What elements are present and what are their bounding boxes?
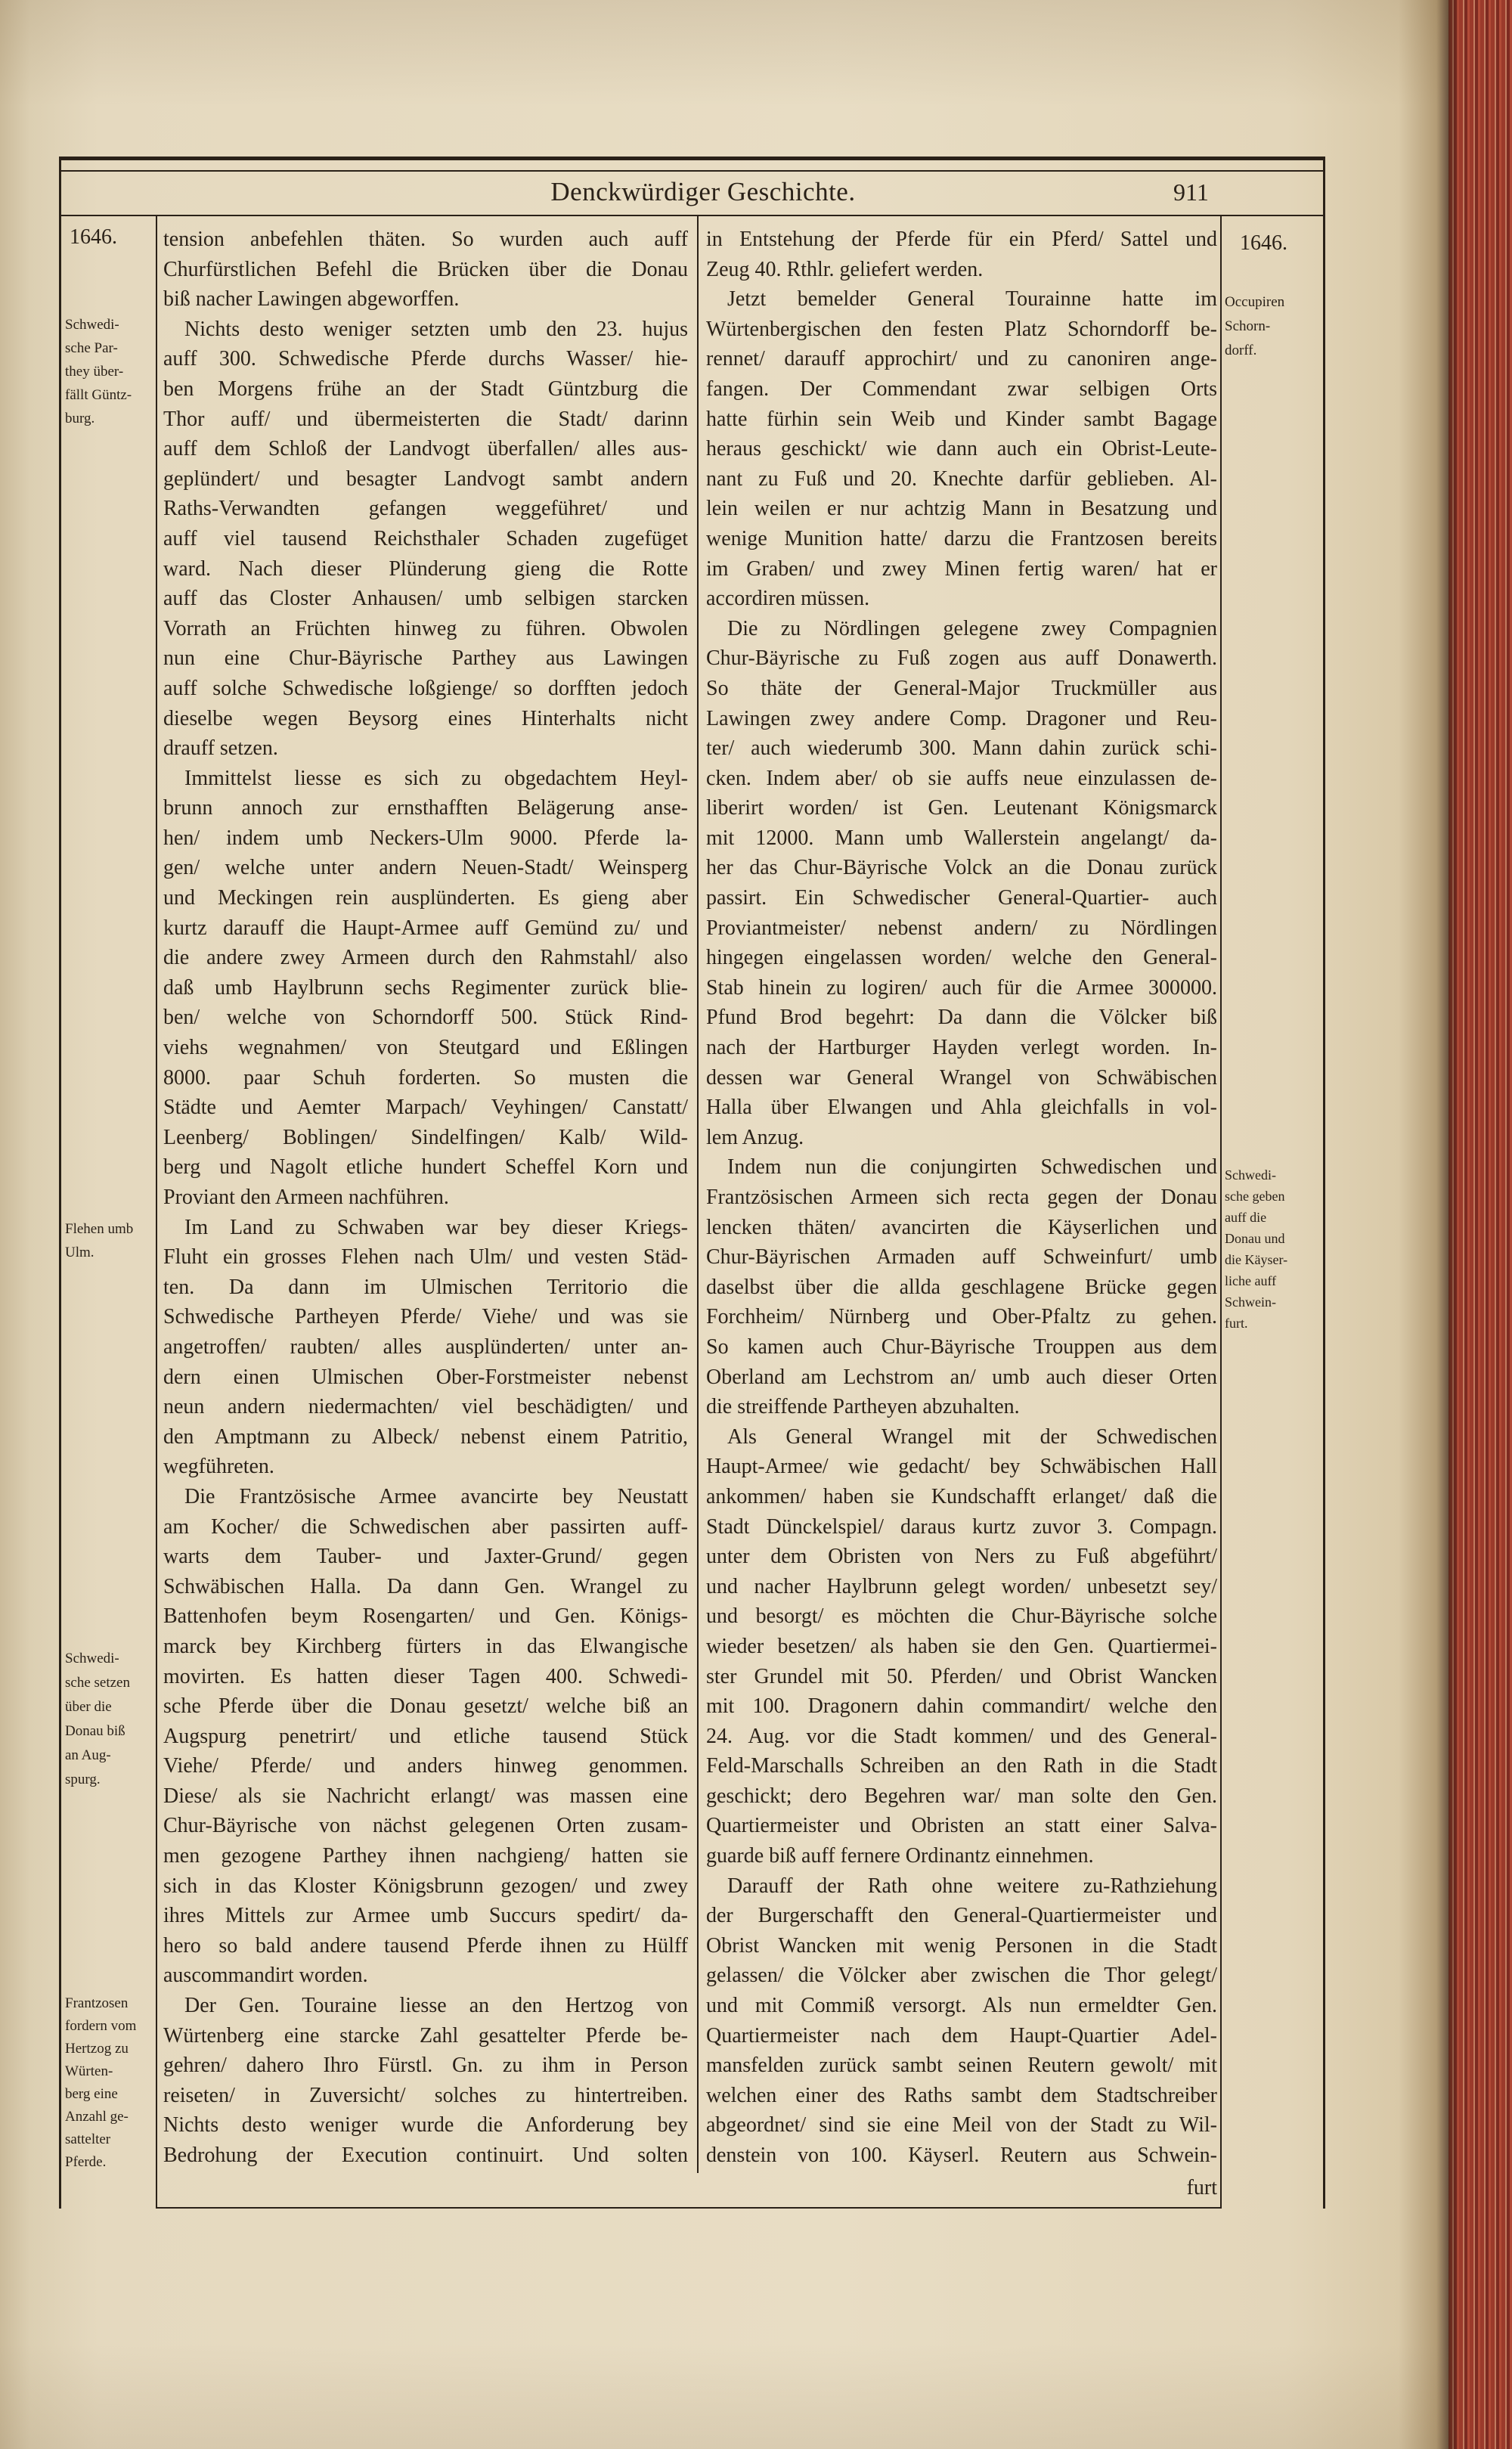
paragraph xyxy=(163,225,688,315)
text-line: auscommandirt worden. xyxy=(163,1964,368,1988)
text-line: ster Grundel mit 50. Pferden/ und Obrist Wancken xyxy=(706,1664,1217,1688)
text-line: geschickt; dero Begehren war/ man solte den Gen. xyxy=(706,1784,1217,1808)
text-line: gen/ welche unter andern Neuen-Stadt/ Weinsperg xyxy=(163,856,688,880)
top-rule-thick xyxy=(59,157,1325,160)
text-line: Raths-Verwandten gefangen weggeführet/ und xyxy=(163,497,688,521)
text-line: den Amptmann zu Albeck/ nebenst einem Patritio, xyxy=(163,1424,688,1449)
text-line: Stadt Dünckelspiel/ daraus kurtz zuvor 3. Compagn. xyxy=(706,1514,1217,1539)
text-line: Nichts desto weniger setzten umb den 23. hujus xyxy=(184,317,688,341)
text-line: Städte und Aemter Marpach/ Veyhingen/ Canstatt/ xyxy=(163,1096,688,1120)
text-line: unter dem Obristen von Ners zu Fuß abgeführt/ xyxy=(706,1545,1217,1569)
paragraph xyxy=(163,315,688,764)
margin-note-line: berg eine xyxy=(65,2086,118,2102)
text-line: am Kocher/ die Schwedischen aber passirten auff- xyxy=(163,1514,688,1539)
margin-note-line: Schwedi- xyxy=(1225,1167,1276,1183)
text-line: 24. Aug. vor die Stadt kommen/ und des General- xyxy=(706,1724,1217,1748)
text-line: Feld-Marschalls Schreiben an den Rath in die Stadt xyxy=(706,1754,1217,1778)
text-line: Frantzösischen Armeen sich recta gegen der Donau xyxy=(706,1186,1217,1209)
text-line: Haupt-Armee/ wie gedacht/ bey Schwäbischen Hall xyxy=(706,1455,1217,1479)
text-line: Würtenberg eine starcke Zahl gesattelter Pferde be- xyxy=(163,2023,688,2048)
margin-note-line: furt. xyxy=(1225,1316,1248,1331)
text-line: Oberland am Lechstrom an/ umb auch dieser Orten xyxy=(706,1365,1217,1389)
text-line: Nichts desto weniger wurde die Anforderung bey xyxy=(163,2113,688,2137)
text-line: hen/ indem umb Neckers-Ulm 9000. Pferde la- xyxy=(163,826,688,850)
text-line: So kamen auch Chur-Bäyrische Trouppen aus dem xyxy=(706,1335,1217,1359)
margin-note-line: Würten- xyxy=(65,2063,113,2079)
outer-right-rule xyxy=(1323,157,1325,2209)
text-line: viehs wegnahmen/ von Steutgard und Eßlingen xyxy=(163,1036,688,1060)
text-line: mansfelden zurück sambt seinen Reutern gewolt/ mit xyxy=(706,2054,1217,2078)
inner-right-rule xyxy=(1220,215,1222,2209)
text-line: Chur-Bäyrischen Armaden auff Schweinfurt/ umb xyxy=(706,1245,1217,1269)
margin-note-line: Schwedi- xyxy=(65,1651,119,1666)
text-line: die streiffende Partheyen abzuhalten. xyxy=(706,1395,1020,1419)
running-head: Denckwürdiger Geschichte. xyxy=(550,177,856,206)
margin-note-line: Donau biß xyxy=(65,1723,125,1739)
text-line: tension anbefehlen thäten. So wurden auch auff xyxy=(163,228,688,251)
text-line: hingegen eingelassen worden/ welche den General- xyxy=(706,946,1217,970)
text-line: marck bey Kirchberg fürters in das Elwangische xyxy=(163,1634,688,1658)
text-line: und Meckingen rein ausplünderten. Es gieng aber xyxy=(163,886,688,910)
margin-note-pferde xyxy=(65,1992,154,2174)
margin-note-guentzburg xyxy=(65,313,154,430)
text-line: Jetzt bemelder General Tourainne hatte im xyxy=(727,287,1217,312)
book-edge xyxy=(1448,0,1512,2449)
text-line: auff das Closter Anhausen/ umb selbigen starcken xyxy=(163,587,688,611)
text-line: auff dem Schloß der Landvogt überfallen/ alles aus- xyxy=(163,437,688,461)
text-line: biß nacher Lawingen abgeworffen. xyxy=(163,287,460,312)
text-line: guarde biß auff fernere Ordinantz einnehmen. xyxy=(706,1844,1094,1868)
text-line: Battenhofen beym Rosengarten/ und Gen. Königs- xyxy=(163,1604,688,1629)
text-line: brunn annoch zur ernsthafften Belägerung anse- xyxy=(163,796,688,820)
text-line: nun eine Chur-Bäyrische Parthey aus Lawingen xyxy=(163,646,688,671)
text-line: lein weilen er nur achtzig Mann in Besatzung und xyxy=(706,497,1217,521)
text-line: dieselbe wegen Beysorg eines Hinterhalts nicht xyxy=(163,706,688,730)
margin-note-line: Anzahl ge- xyxy=(65,2109,129,2125)
margin-note-line: über die xyxy=(65,1699,112,1715)
text-line: Halla über Elwangen und Ahla gleichfalls in vol- xyxy=(706,1096,1217,1120)
text-line: Als General Wrangel mit der Schwedischen xyxy=(727,1424,1217,1449)
paragraph xyxy=(706,225,1217,284)
text-line: Zeug 40. Rthlr. geliefert werden. xyxy=(706,257,984,281)
text-line: liberirt worden/ ist Gen. Leutenant Königsmarck xyxy=(706,796,1217,820)
text-line: Quartiermeister nach dem Haupt-Quartier Adel- xyxy=(706,2023,1217,2048)
margin-note-line: Schorn- xyxy=(1225,318,1271,334)
text-line: neun andern niedermachten/ viel beschädigten/ und xyxy=(163,1395,688,1419)
text-line: Schwedische Partheyen Pferde/ Viehe/ und was sie xyxy=(163,1305,688,1329)
text-line: warts dem Tauber- und Jaxter-Grund/ gegen xyxy=(163,1545,688,1569)
text-line: nach der Hartburger Hayden verlegt worden. In- xyxy=(706,1036,1217,1060)
text-line: und besorgt/ es möchten die Chur-Bäyrische solche xyxy=(706,1604,1217,1629)
text-line: lencken thäten/ avancirten die Käyserlichen und xyxy=(706,1215,1217,1239)
text-line: ter/ auch wiederumb 300. Mann dahin zurück schi- xyxy=(706,736,1217,761)
text-line: passirt. Ein Schwedischer General-Quartier- auch xyxy=(706,886,1217,910)
text-line: Vorrath an Früchten hinweg zu führen. Obwolen xyxy=(163,616,688,640)
text-line: fangen. Der Commendant zwar selbigen Orts xyxy=(706,377,1217,401)
text-line: Diese/ als sie Nachricht erlangt/ was massen eine xyxy=(163,1784,688,1808)
text-line: im Graben/ und zwey Minen fertig waren/ hat er xyxy=(706,556,1217,581)
margin-note-line: they über- xyxy=(65,364,124,380)
text-line: Pfund Brod begehrt: Da dann die Völcker biß xyxy=(706,1006,1217,1030)
text-line: Bedrohung der Execution continuirt. Und solten xyxy=(163,2144,688,2167)
margin-note-line: liche auff xyxy=(1225,1273,1277,1288)
top-rule-thin xyxy=(59,170,1325,172)
header-underline xyxy=(59,215,1325,216)
text-line: dessen war General Wrangel von Schwäbischen xyxy=(706,1065,1217,1090)
text-line: wegführeten. xyxy=(163,1455,274,1479)
text-line: hero so bald andere tausend Pferde ihnen zu Hülff xyxy=(163,1933,688,1958)
text-line: Obrist Wancken mit wenig Personen in die Stadt xyxy=(706,1933,1217,1958)
text-line: ihres Mittels zur Armee umb Succurs spedirt/ da- xyxy=(163,1904,688,1928)
text-line: her das Chur-Bäyrische Volck an die Donau zurück xyxy=(706,856,1217,880)
text-line: wenige Munition hatte/ darzu die Frantzosen bereits xyxy=(706,526,1217,550)
text-line: Churfürstlichen Befehl die Brücken über die Donau xyxy=(163,257,688,281)
text-line: ten. Da dann im Ulmischen Territorio die xyxy=(163,1275,688,1299)
text-line: kurtz darauff die Haupt-Armee auff Gemünd zu/ und xyxy=(163,916,688,940)
outer-left-rule xyxy=(59,157,61,2209)
margin-note-line: Ulm. xyxy=(65,1245,94,1260)
margin-note-schweinfurt xyxy=(1225,1164,1321,1334)
text-line: gehren/ dahero Ihro Fürstl. Gn. zu ihm in Person xyxy=(163,2054,688,2078)
text-line: mit 12000. Mann umb Wallerstein angelangt/ da- xyxy=(706,826,1217,850)
paragraph xyxy=(706,1422,1217,1871)
text-line: lem Anzug. xyxy=(706,1125,804,1149)
text-line: daß umb Haylbrunn sechs Regimenter zurück blie- xyxy=(163,975,688,1000)
right-margin-year: 1646. xyxy=(1240,231,1287,255)
text-line: Fluht ein grosses Flehen nach Ulm/ und vesten Städ- xyxy=(163,1245,688,1269)
margin-note-line: auff die xyxy=(1225,1210,1267,1225)
paragraph xyxy=(706,1871,1217,2171)
text-line: Viehe/ Pferde/ und anders hinweg genommen. xyxy=(163,1754,688,1778)
text-line: Die Frantzösische Armee avancirte bey Neustatt xyxy=(184,1484,688,1508)
paragraph xyxy=(706,1152,1217,1421)
margin-note-line: an Aug- xyxy=(65,1747,111,1763)
text-line: wieder besetzen/ als haben sie den Gen. Quartiermei- xyxy=(706,1634,1217,1658)
margin-note-line: die Käyser- xyxy=(1225,1252,1288,1267)
text-line: Stab hinein zu logiren/ auch für die Armee 300000. xyxy=(706,975,1217,1000)
paragraph xyxy=(163,764,688,1213)
text-line: So thäte der General-Major Truckmüller aus xyxy=(706,676,1217,700)
text-line: Indem nun die conjungirten Schwedischen und xyxy=(727,1155,1217,1180)
text-line: denstein von 100. Käyserl. Reutern aus Schwein- xyxy=(706,2144,1217,2167)
margin-note-ulm xyxy=(65,1217,154,1264)
margin-note-schorndorff xyxy=(1225,290,1321,363)
paragraph xyxy=(706,284,1217,614)
text-line: Lawingen zwey andere Comp. Dragoner und Reu- xyxy=(706,706,1217,730)
text-line: sich in das Kloster Königsbrunn gezogen/ und zwey xyxy=(163,1874,688,1898)
margin-note-donau xyxy=(65,1647,154,1792)
text-line: Proviant den Armeen nachführen. xyxy=(163,1186,449,1209)
margin-note-line: sche setzen xyxy=(65,1675,130,1691)
text-line: Der Gen. Touraine liesse an den Hertzog von xyxy=(184,1994,688,2018)
text-line: Die zu Nördlingen gelegene zwey Compagnien xyxy=(727,616,1217,640)
text-line: Im Land zu Schwaben war bey dieser Kriegs- xyxy=(184,1215,688,1239)
margin-note-line: Hertzog zu xyxy=(65,2041,129,2057)
margin-note-line: dorff. xyxy=(1225,343,1257,358)
text-line: welchen einer des Raths sambt dem Stadtschreiber xyxy=(706,2083,1217,2107)
text-line: Quartiermeister und Obristen an statt einer Salva- xyxy=(706,1814,1217,1838)
margin-note-line: sattelter xyxy=(65,2131,111,2147)
catchword: furt xyxy=(1186,2176,1217,2199)
text-line: auff solche Schwedische loßgienge/ so dorfften jedoch xyxy=(163,676,688,700)
margin-note-line: Schwein- xyxy=(1225,1294,1276,1310)
text-line: Chur-Bäyrische von nächst gelegenen Orten zusam- xyxy=(163,1814,688,1838)
text-line: drauff setzen. xyxy=(163,736,278,761)
margin-note-line: fällt Güntz- xyxy=(65,387,132,403)
right-text-column xyxy=(706,225,1217,2171)
text-line: accordiren müssen. xyxy=(706,587,870,611)
margin-note-line: Occupiren xyxy=(1225,294,1285,310)
text-line: Schwäbischen Halla. Da dann Gen. Wrangel zu xyxy=(163,1574,688,1598)
text-line: ben/ welche von Schorndorff 500. Stück Rind- xyxy=(163,1006,688,1030)
margin-note-line: spurg. xyxy=(65,1772,101,1787)
text-line: Proviantmeister/ nebenst andern/ zu Nördlingen xyxy=(706,916,1217,940)
text-line: hatte fürhin sein Weib und Kinder sambt Bagage xyxy=(706,407,1217,431)
text-line: ben Morgens frühe an der Stadt Güntzburg die xyxy=(163,377,688,401)
page-number: 911 xyxy=(1173,178,1209,206)
text-line: der Burgerschafft den General-Quartiermeister und xyxy=(706,1904,1217,1928)
text-line: cken. Indem aber/ ob sie auffs neue einzulassen de- xyxy=(706,766,1217,790)
text-line: heraus geschickt/ wie dann auch ein Obrist-Leute- xyxy=(706,437,1217,461)
margin-note-line: Schwedi- xyxy=(65,317,119,333)
inner-left-rule xyxy=(156,215,157,2209)
text-line: men gezogene Parthey ihnen nachgieng/ hatten sie xyxy=(163,1844,688,1868)
margin-note-line: sche Par- xyxy=(65,340,118,356)
text-line: rennet/ darauff approchirt/ und zu canoniren ange- xyxy=(706,347,1217,371)
text-line: Darauff der Rath ohne weitere zu-Rathziehung xyxy=(727,1874,1217,1898)
text-line: ankommen/ haben sie Kundschafft erlanget/ daß die xyxy=(706,1484,1217,1508)
text-line: dern einen Ulmischen Ober-Forstmeister nebenst xyxy=(163,1365,688,1389)
text-line: angetroffen/ raubten/ alles ausplünderten/ unter an- xyxy=(163,1335,688,1359)
text-line: ward. Nach dieser Plünderung gieng die Rotte xyxy=(163,556,688,581)
text-line: in Entstehung der Pferde für ein Pferd/ Sattel und xyxy=(706,228,1217,251)
paragraph xyxy=(163,1213,688,1482)
text-line: Augspurg penetrirt/ und etliche tausend Stück xyxy=(163,1724,688,1748)
margin-note-line: Donau und xyxy=(1225,1231,1285,1246)
text-line: geplündert/ und besagter Landvogt sambt andern xyxy=(163,467,688,491)
text-line: nant zu Fuß und 20. Knechte darfür geblieben. Al- xyxy=(706,467,1217,491)
margin-note-line: Flehen umb xyxy=(65,1221,134,1237)
margin-note-line: sche geben xyxy=(1225,1189,1285,1204)
text-line: Chur-Bäyrische zu Fuß zogen aus auff Donawerth. xyxy=(706,646,1217,671)
paragraph xyxy=(163,1991,688,2171)
bottom-rule xyxy=(156,2207,1222,2209)
text-line: berg und Nagolt etliche hundert Scheffel Korn und xyxy=(163,1155,688,1180)
margin-note-line: fordern vom xyxy=(65,2018,137,2034)
text-line: 8000. paar Schuh forderten. So musten die xyxy=(163,1065,688,1090)
center-rule xyxy=(697,215,699,2173)
text-line: und mit Commiß versorgt. Als nun ermeldter Gen. xyxy=(706,1994,1217,2018)
text-line: movirten. Es hatten dieser Tagen 400. Schwedi- xyxy=(163,1664,688,1688)
text-line: Thor auff/ und übermeisterten die Stadt/ darinn xyxy=(163,407,688,431)
paragraph xyxy=(163,1482,688,1991)
paragraph xyxy=(706,614,1217,1153)
text-line: die andere zwey Armeen durch den Rahmstahl/ also xyxy=(163,946,688,970)
text-line: gelassen/ die Völcker aber zwischen die Thor gelegt/ xyxy=(706,1964,1217,1988)
text-line: abgeordnet/ sind sie eine Meil von der Stadt zu Wil- xyxy=(706,2113,1217,2137)
text-line: und nacher Haylbrunn gelegt worden/ unbesetzt sey/ xyxy=(706,1574,1217,1598)
text-line: Würtenbergischen den festen Platz Schorndorff be- xyxy=(706,317,1217,341)
margin-note-line: Frantzosen xyxy=(65,1995,129,2011)
text-line: Leenberg/ Boblingen/ Sindelfingen/ Kalb/ Wild- xyxy=(163,1125,688,1149)
text-line: auff 300. Schwedische Pferde durchs Wasser/ hie- xyxy=(163,347,688,371)
margin-note-line: Pferde. xyxy=(65,2154,107,2170)
left-margin-year: 1646. xyxy=(70,225,117,249)
text-line: reiseten/ in Zuversicht/ solches zu hintertreiben. xyxy=(163,2083,688,2107)
text-line: Forchheim/ Nürnberg und Ober-Pfaltz zu gehen. xyxy=(706,1305,1217,1329)
left-text-column xyxy=(163,225,688,2171)
text-line: mit 100. Dragonern dahin commandirt/ welche den xyxy=(706,1694,1217,1719)
text-line: sche Pferde über die Donau gesetzt/ welche biß an xyxy=(163,1694,688,1719)
text-line: Immittelst liesse es sich zu obgedachtem Heyl- xyxy=(184,766,688,790)
text-line: auff viel tausend Reichsthaler Schaden zugefüget xyxy=(163,526,688,550)
text-line: daselbst über die allda geschlagene Brücke gegen xyxy=(706,1275,1217,1299)
margin-note-line: burg. xyxy=(65,411,95,426)
